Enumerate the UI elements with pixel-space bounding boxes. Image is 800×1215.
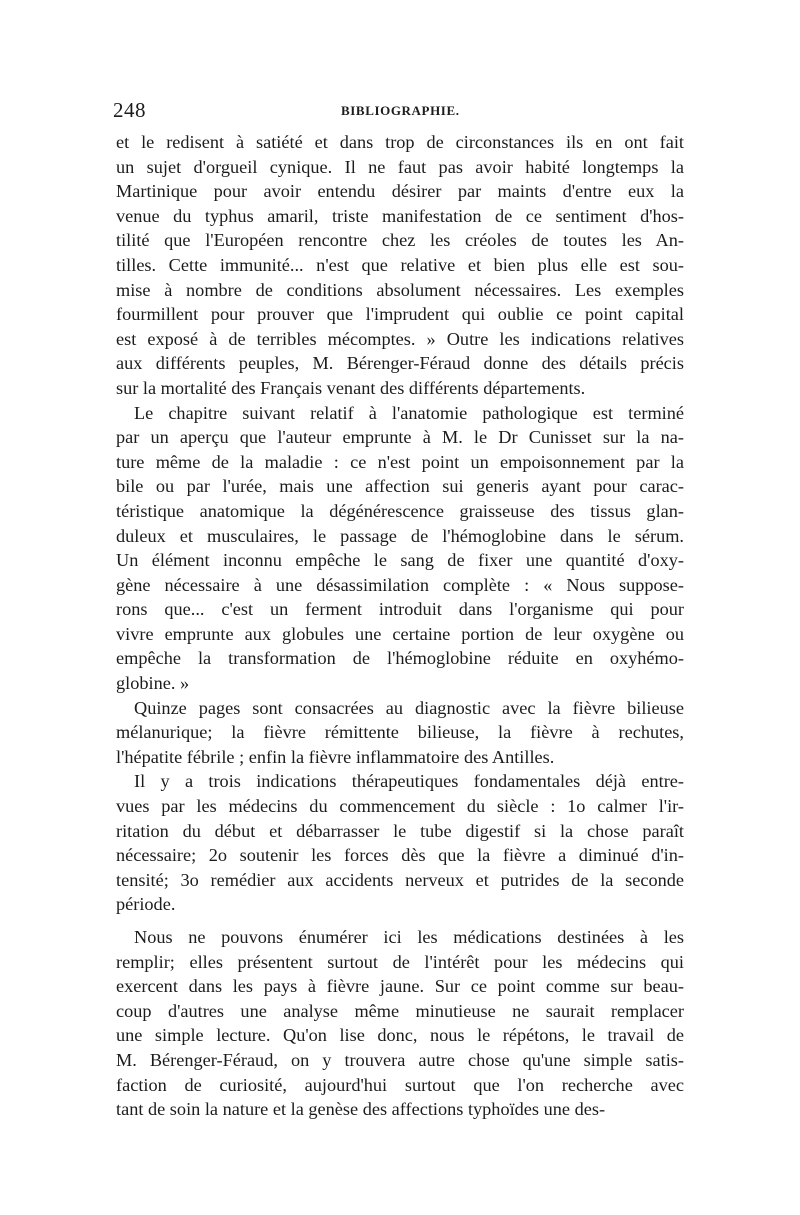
text-line: tant de soin la nature et la genèse des affections typhoïdes une des- xyxy=(116,1099,606,1120)
text-line: l'hépatite fébrile ; enfin la fièvre inflammatoire des Antilles. xyxy=(116,746,555,767)
text-line: bile ou par l'urée, mais une affection sui generis ayant pour carac- xyxy=(116,476,684,497)
text-line: remplir; elles présentent surtout de l'intérêt pour les médecins qui xyxy=(116,951,684,972)
running-title: BIBLIOGRAPHIE. xyxy=(341,103,460,118)
paragraph xyxy=(116,769,684,917)
text-line: Martinique pour avoir entendu désirer par maints d'entre eux la xyxy=(116,181,684,202)
paragraph xyxy=(116,696,684,770)
text-line: mélanurique; la fièvre rémittente bilieuse, la fièvre à rechutes, xyxy=(116,722,684,743)
text-line: M. Bérenger-Féraud, on y trouvera autre chose qu'une simple satis- xyxy=(116,1049,684,1070)
text-line: vues par les médecins du commencement du siècle : 1o calmer l'ir- xyxy=(116,796,684,817)
text-line: ture même de la maladie : ce n'est point un empoisonnement par la xyxy=(116,451,684,472)
body-text xyxy=(116,130,684,1122)
text-line: ritation du début et débarrasser le tube digestif si la chose paraît xyxy=(116,820,684,841)
text-line: mise à nombre de conditions absolument nécessaires. Les exemples xyxy=(116,279,684,300)
text-line: sur la mortalité des Français venant des différents départements. xyxy=(116,377,586,398)
text-line: nécessaire; 2o soutenir les forces dès que la fièvre a diminué d'in- xyxy=(116,845,684,866)
text-line: un sujet d'orgueil cynique. Il ne faut pas avoir habité longtemps la xyxy=(116,156,684,177)
text-line: venue du typhus amaril, triste manifestation de ce sentiment d'hos- xyxy=(116,205,684,226)
text-line: fourmillent pour prouver que l'imprudent qui oublie ce point capital xyxy=(116,304,684,325)
text-line: aux différents peuples, M. Bérenger-Féraud donne des détails précis xyxy=(116,353,684,374)
text-line: Il y a trois indications thérapeutiques fondamentales déjà entre- xyxy=(134,771,684,792)
page-number: 248 xyxy=(113,98,146,122)
text-line: par un aperçu que l'auteur emprunte à M. le Dr Cunisset sur la na- xyxy=(116,427,684,448)
text-line: Le chapitre suivant relatif à l'anatomie pathologique est terminé xyxy=(134,402,684,423)
text-line: tensité; 3o remédier aux accidents nerveux et putrides de la seconde xyxy=(116,869,684,890)
text-line: rons que... c'est un ferment introduit dans l'organisme qui pour xyxy=(116,599,684,620)
text-line: gène nécessaire à une désassimilation complète : « Nous suppose- xyxy=(116,574,684,595)
page-header xyxy=(113,98,685,128)
text-line: exercent dans les pays à fièvre jaune. Sur ce point comme sur beau- xyxy=(116,976,684,997)
paragraph xyxy=(116,401,684,696)
text-line: est exposé à de terribles mécomptes. » Outre les indications relatives xyxy=(116,328,684,349)
text-line: faction de curiosité, aujourd'hui surtout que l'on recherche avec xyxy=(116,1074,684,1095)
text-line: tilles. Cette immunité... n'est que relative et bien plus elle est sou- xyxy=(116,254,684,275)
text-line: empêche la transformation de l'hémoglobine réduite en oxyhémo- xyxy=(116,648,684,669)
paragraph-gap xyxy=(116,917,684,925)
paragraph xyxy=(116,130,684,401)
text-line: Un élément inconnu empêche le sang de fixer une quantité d'oxy- xyxy=(116,550,684,571)
text-line: Quinze pages sont consacrées au diagnostic avec la fièvre bilieuse xyxy=(134,697,684,718)
paragraph xyxy=(116,925,684,1122)
text-line: coup d'autres une analyse même minutieuse ne saurait remplacer xyxy=(116,1000,684,1021)
text-line: téristique anatomique la dégénérescence graisseuse des tissus glan- xyxy=(116,500,684,521)
text-line: tilité que l'Européen rencontre chez les créoles de toutes les An- xyxy=(116,230,684,251)
text-line: et le redisent à satiété et dans trop de circonstances ils en ont fait xyxy=(116,132,684,152)
text-line: période. xyxy=(116,894,176,915)
text-line: une simple lecture. Qu'on lise donc, nous le répétons, le travail de xyxy=(116,1025,684,1046)
text-line: globine. » xyxy=(116,673,190,694)
text-line: vivre emprunte aux globules une certaine portion de leur oxygène ou xyxy=(116,623,684,644)
text-line: duleux et musculaires, le passage de l'hémoglobine dans le sérum. xyxy=(116,525,684,546)
text-line: Nous ne pouvons énumérer ici les médications destinées à les xyxy=(134,927,684,947)
